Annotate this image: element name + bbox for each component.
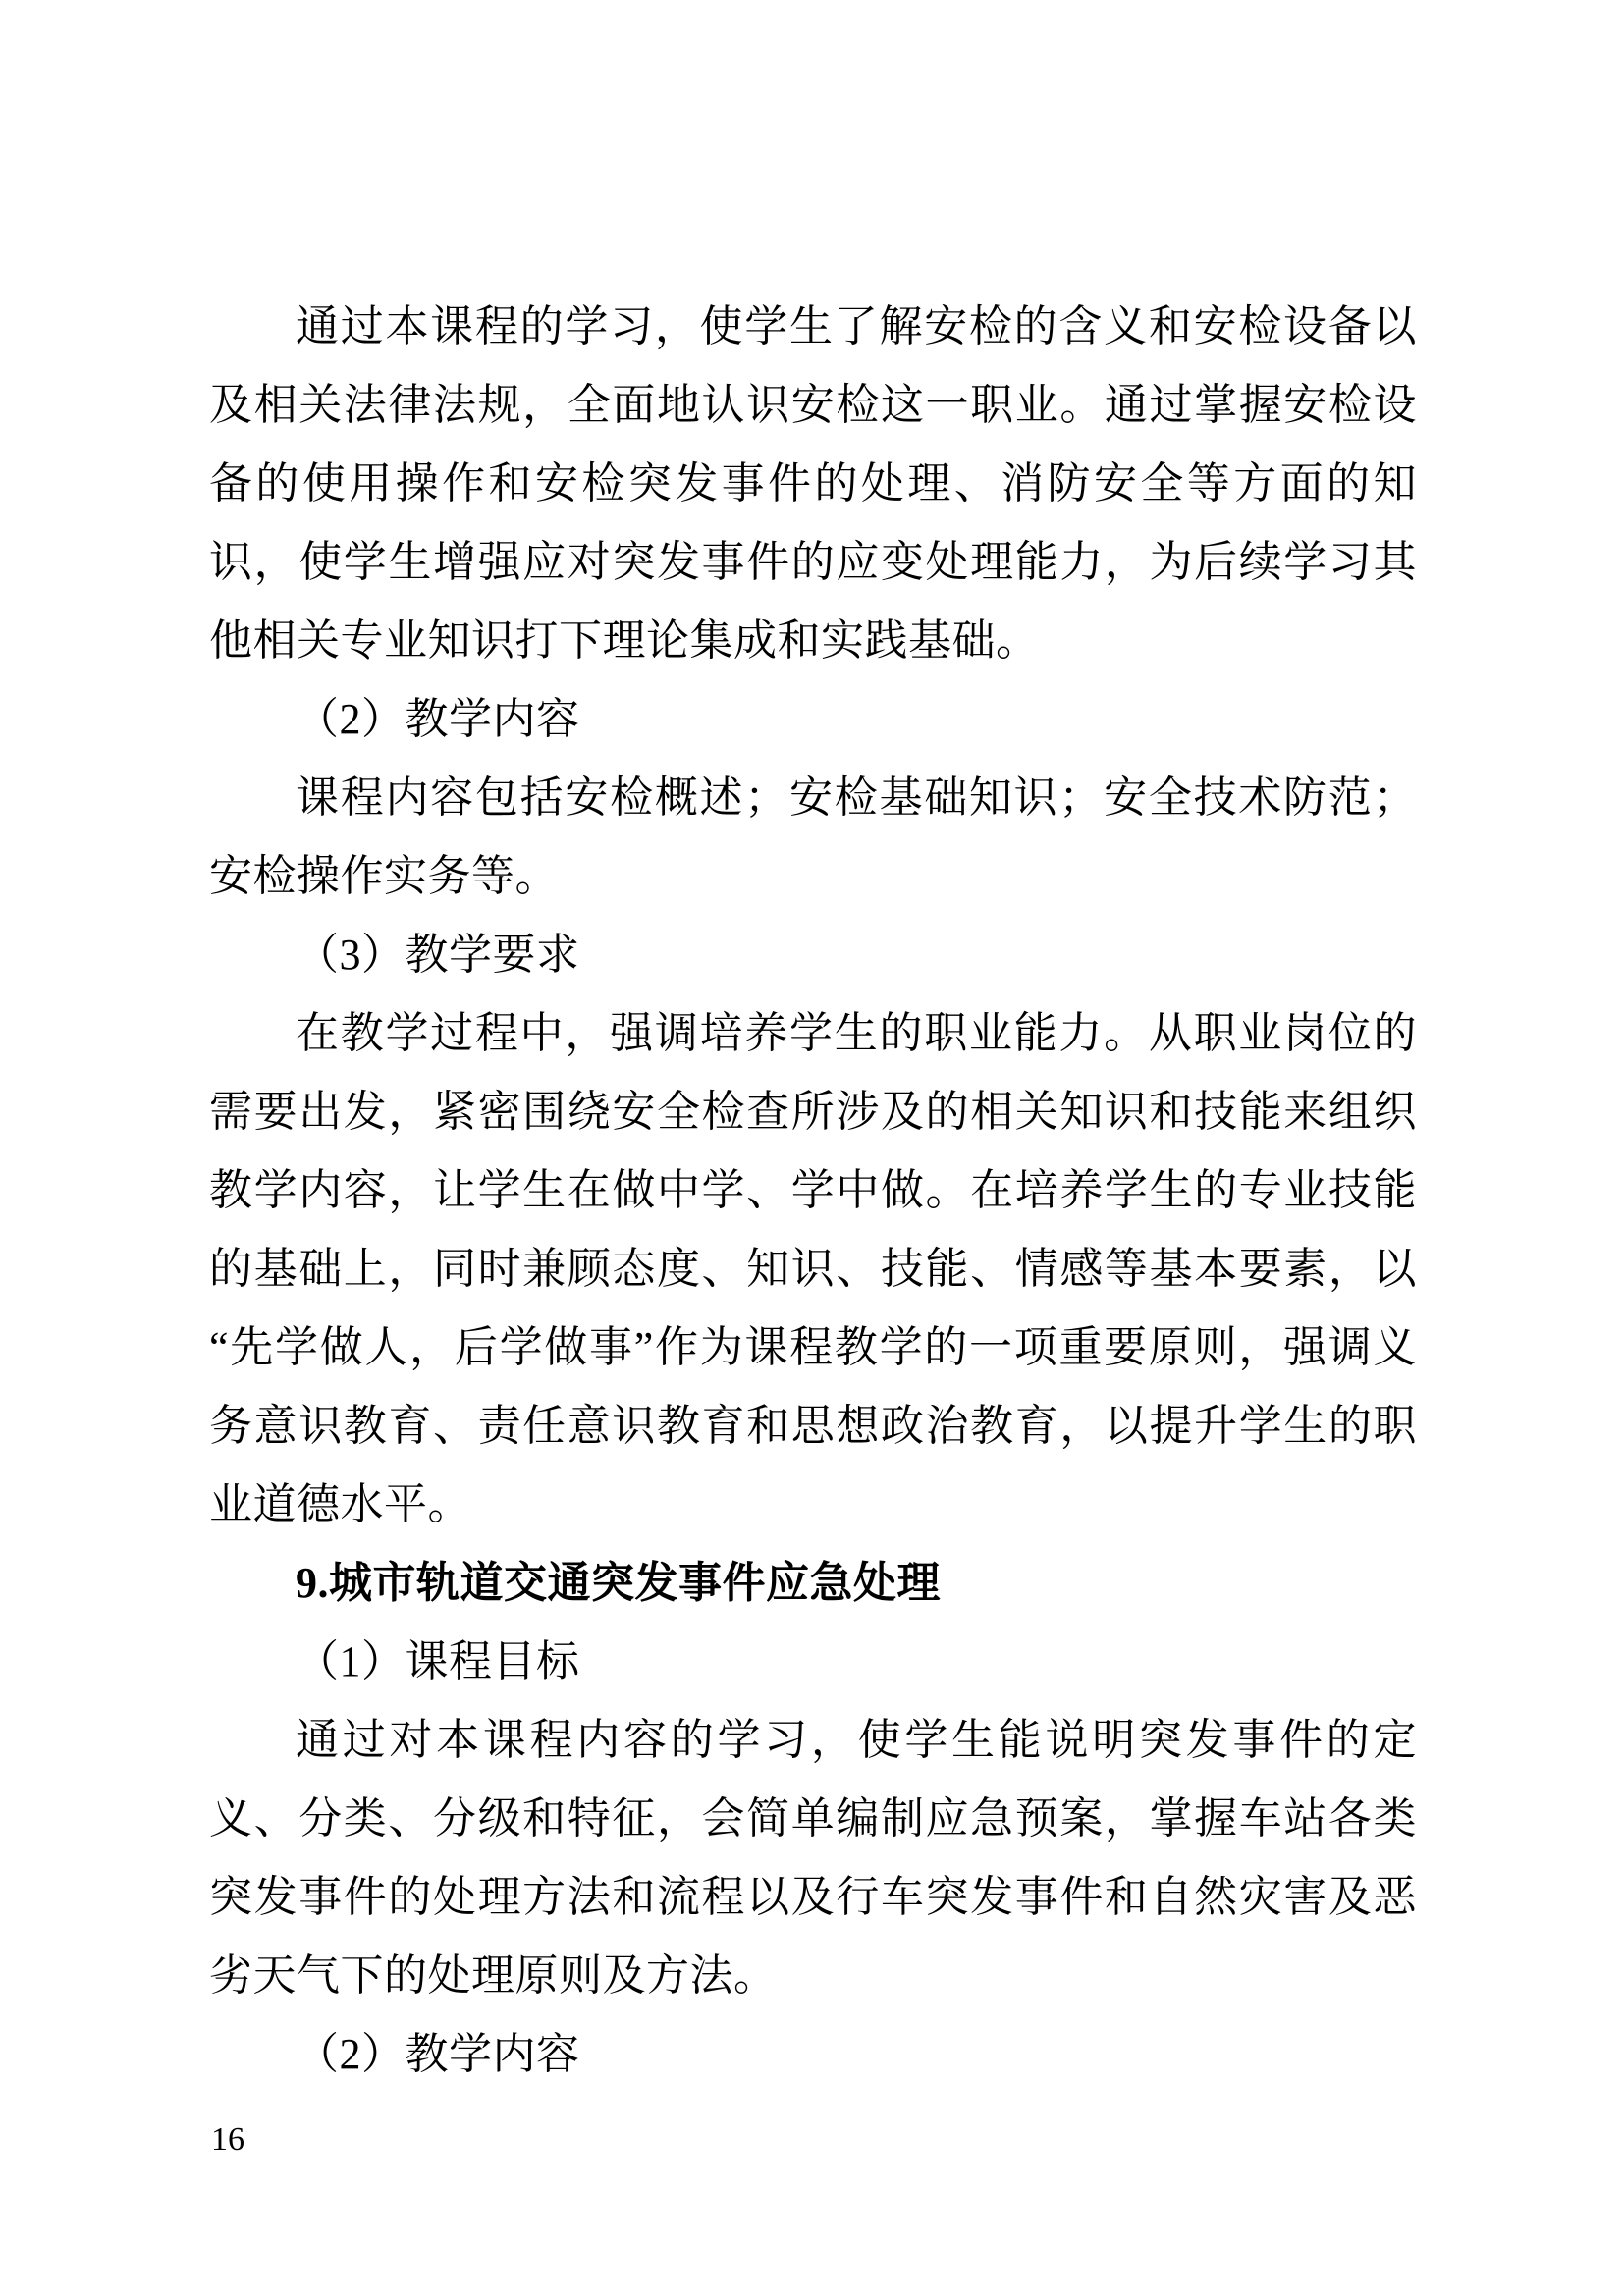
paragraph-course-goal-security: 通过本课程的学习，使学生了解安检的含义和安检设备以及相关法律法规，全面地认识安检这一职业。通过掌握安检设备的使用操作和安检突发事件的处理、消防安全等方面的知识，使学生增强应对突发事件的应变处理能力，为后续学习其他相关专业知识打下理论集成和实践基础。	[209, 302, 1417, 665]
text-content	[209, 288, 1417, 2094]
paragraph-teaching-requirements-detail: 在教学过程中，强调培养学生的职业能力。从职业岗位的需要出发，紧密围绕安全检查所涉及的相关知识和技能来组织教学内容，让学生在做中学、学中做。在培养学生的专业技能的基础上，同时兼顾态度、知识、技能、情感等基本要素，以“先学做人，后学做事”作为课程教学的一项重要原则，强调义务意识教育、责任意识教育和思想政治教育，以提升学生的职业道德水平。	[209, 1009, 1417, 1528]
paragraph-course-objectives-detail: 通过对本课程内容的学习，使学生能说明突发事件的定义、分类、分级和特征，会简单编制应急预案，掌握车站各类突发事件的处理方法和流程以及行车突发事件和自然灾害及恶劣天气下的处理原则及方法。	[209, 1716, 1417, 2000]
subheading-teaching-content-2: （2）教学内容	[296, 695, 580, 743]
subheading-course-objectives-1: （1）课程目标	[296, 1637, 580, 1685]
subheading-teaching-content-2b: （2）教学内容	[296, 2030, 580, 2078]
page-number: 16	[211, 2121, 244, 2158]
subheading-teaching-requirements-3: （3）教学要求	[296, 931, 580, 979]
section-heading-9-emergency-handling: 9.城市轨道交通突发事件应急处理	[296, 1559, 941, 1607]
paragraph-course-content-security: 课程内容包括安检概述；安检基础知识；安全技术防范；安检操作实务等。	[209, 774, 1417, 900]
